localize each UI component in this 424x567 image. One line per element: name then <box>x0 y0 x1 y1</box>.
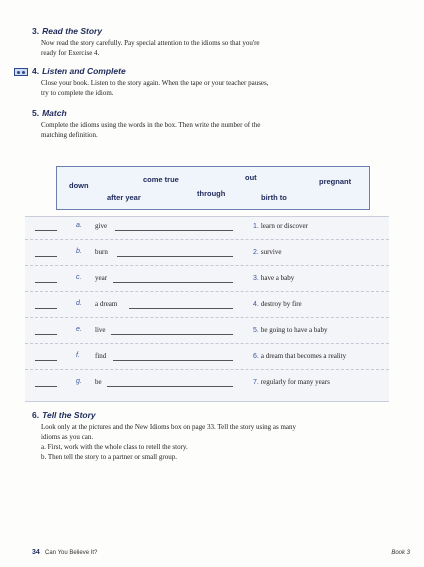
definition-text: have a baby <box>260 274 295 282</box>
definition-number: 4. <box>253 301 259 308</box>
definition <box>253 378 330 386</box>
definition-text: regularly for many years <box>260 378 330 386</box>
item-phrase: be <box>95 378 102 386</box>
section-tell-line: b. Then tell the story to a partner or small group. <box>41 453 177 461</box>
table-row <box>25 321 389 344</box>
table-row <box>25 373 389 395</box>
item-letter: g. <box>76 378 82 385</box>
section-listen-line: Close your book. Listen to the story again. When the tape or your teacher pauses, <box>41 79 269 87</box>
section-read-title: Read the Story <box>42 26 103 36</box>
definition <box>253 248 281 256</box>
item-phrase: live <box>95 326 106 334</box>
answer-blank[interactable] <box>35 256 57 257</box>
item-phrase: give <box>95 222 108 230</box>
section-read-line: Now read the story carefully. Pay special attention to the idioms so that you're <box>41 39 260 47</box>
section-read-text <box>41 38 386 58</box>
idiom-blank[interactable] <box>107 386 233 387</box>
section-match-heading <box>32 108 67 118</box>
answer-blank[interactable] <box>35 230 57 231</box>
word-box-word: birth to <box>261 193 287 202</box>
item-phrase: year <box>95 274 108 282</box>
idiom-blank[interactable] <box>113 282 233 283</box>
word-box-word: after year <box>107 193 141 202</box>
word-box-word: come true <box>143 175 179 184</box>
idiom-blank[interactable] <box>113 360 233 361</box>
word-box-word: through <box>197 189 226 198</box>
definition-text: learn or discover <box>260 222 308 230</box>
section-match-number: 5. <box>32 108 40 118</box>
item-letter: e. <box>76 326 82 333</box>
item-phrase: find <box>95 352 107 360</box>
item-phrase: burn <box>95 248 108 256</box>
footer-title: Can You Believe It? <box>45 550 98 556</box>
section-tell-heading <box>32 410 96 420</box>
definition-text: survive <box>260 248 282 256</box>
definition-text: be going to have a baby <box>260 326 328 334</box>
word-box <box>56 166 370 210</box>
section-tell-text <box>41 422 401 462</box>
answer-blank[interactable] <box>35 308 57 309</box>
idiom-blank[interactable] <box>111 334 233 335</box>
section-listen-line: try to complete the idiom. <box>41 89 114 97</box>
definition <box>253 222 308 230</box>
idiom-blank[interactable] <box>115 230 233 231</box>
definition-number: 5. <box>253 327 259 334</box>
word-box-word: pregnant <box>319 177 352 186</box>
answer-blank[interactable] <box>35 334 57 335</box>
item-letter: b. <box>76 248 82 255</box>
table-row <box>25 243 389 266</box>
definition-number: 1. <box>253 223 259 230</box>
cassette-icon[interactable] <box>14 68 28 76</box>
section-listen-title: Listen and Complete <box>42 66 126 76</box>
section-tell-line: Look only at the pictures and the New Idioms box on page 33. Tell the story using as many <box>41 423 297 431</box>
definition <box>253 326 328 334</box>
answer-blank[interactable] <box>35 360 57 361</box>
idiom-blank[interactable] <box>117 256 233 257</box>
item-letter: a. <box>76 222 82 229</box>
section-match-line: Complete the idioms using the words in the box. Then write the number of the <box>41 121 261 129</box>
table-row <box>25 347 389 370</box>
definition-number: 6. <box>253 353 259 360</box>
definition <box>253 274 294 282</box>
item-letter: f. <box>76 352 80 359</box>
section-read-heading <box>32 26 102 36</box>
answer-blank[interactable] <box>35 282 57 283</box>
section-read-line: ready for Exercise 4. <box>41 49 100 57</box>
definition-number: 7. <box>253 379 259 386</box>
section-listen-heading <box>32 66 126 76</box>
item-letter: c. <box>76 274 82 281</box>
answer-blank[interactable] <box>35 386 57 387</box>
word-box-word: out <box>245 173 257 182</box>
section-listen-text <box>41 78 386 98</box>
section-match-text <box>41 120 386 140</box>
section-read-number: 3. <box>32 26 40 36</box>
word-box-word: down <box>69 181 89 190</box>
item-letter: d. <box>76 300 82 307</box>
definition-number: 2. <box>253 249 259 256</box>
section-tell-number: 6. <box>32 410 40 420</box>
section-tell-line: a. First, work with the whole class to retell the story. <box>41 443 188 451</box>
section-listen-number: 4. <box>32 66 40 76</box>
footer-book: Book 3 <box>391 550 410 556</box>
section-match-line: matching definition. <box>41 131 98 139</box>
table-row <box>25 269 389 292</box>
section-tell-line: idioms as you can. <box>41 433 94 441</box>
section-match-title: Match <box>42 108 67 118</box>
table-row <box>25 295 389 318</box>
definition-text: a dream that becomes a reality <box>260 352 347 360</box>
idiom-blank[interactable] <box>129 308 233 309</box>
section-tell-title: Tell the Story <box>42 410 96 420</box>
definition-text: destroy by fire <box>260 300 302 308</box>
definition-number: 3. <box>253 275 259 282</box>
match-table <box>25 216 389 402</box>
definition <box>253 300 302 308</box>
table-row <box>25 217 389 240</box>
definition <box>253 352 346 360</box>
page-number: 34 <box>32 549 40 556</box>
item-phrase: a dream <box>95 300 118 308</box>
